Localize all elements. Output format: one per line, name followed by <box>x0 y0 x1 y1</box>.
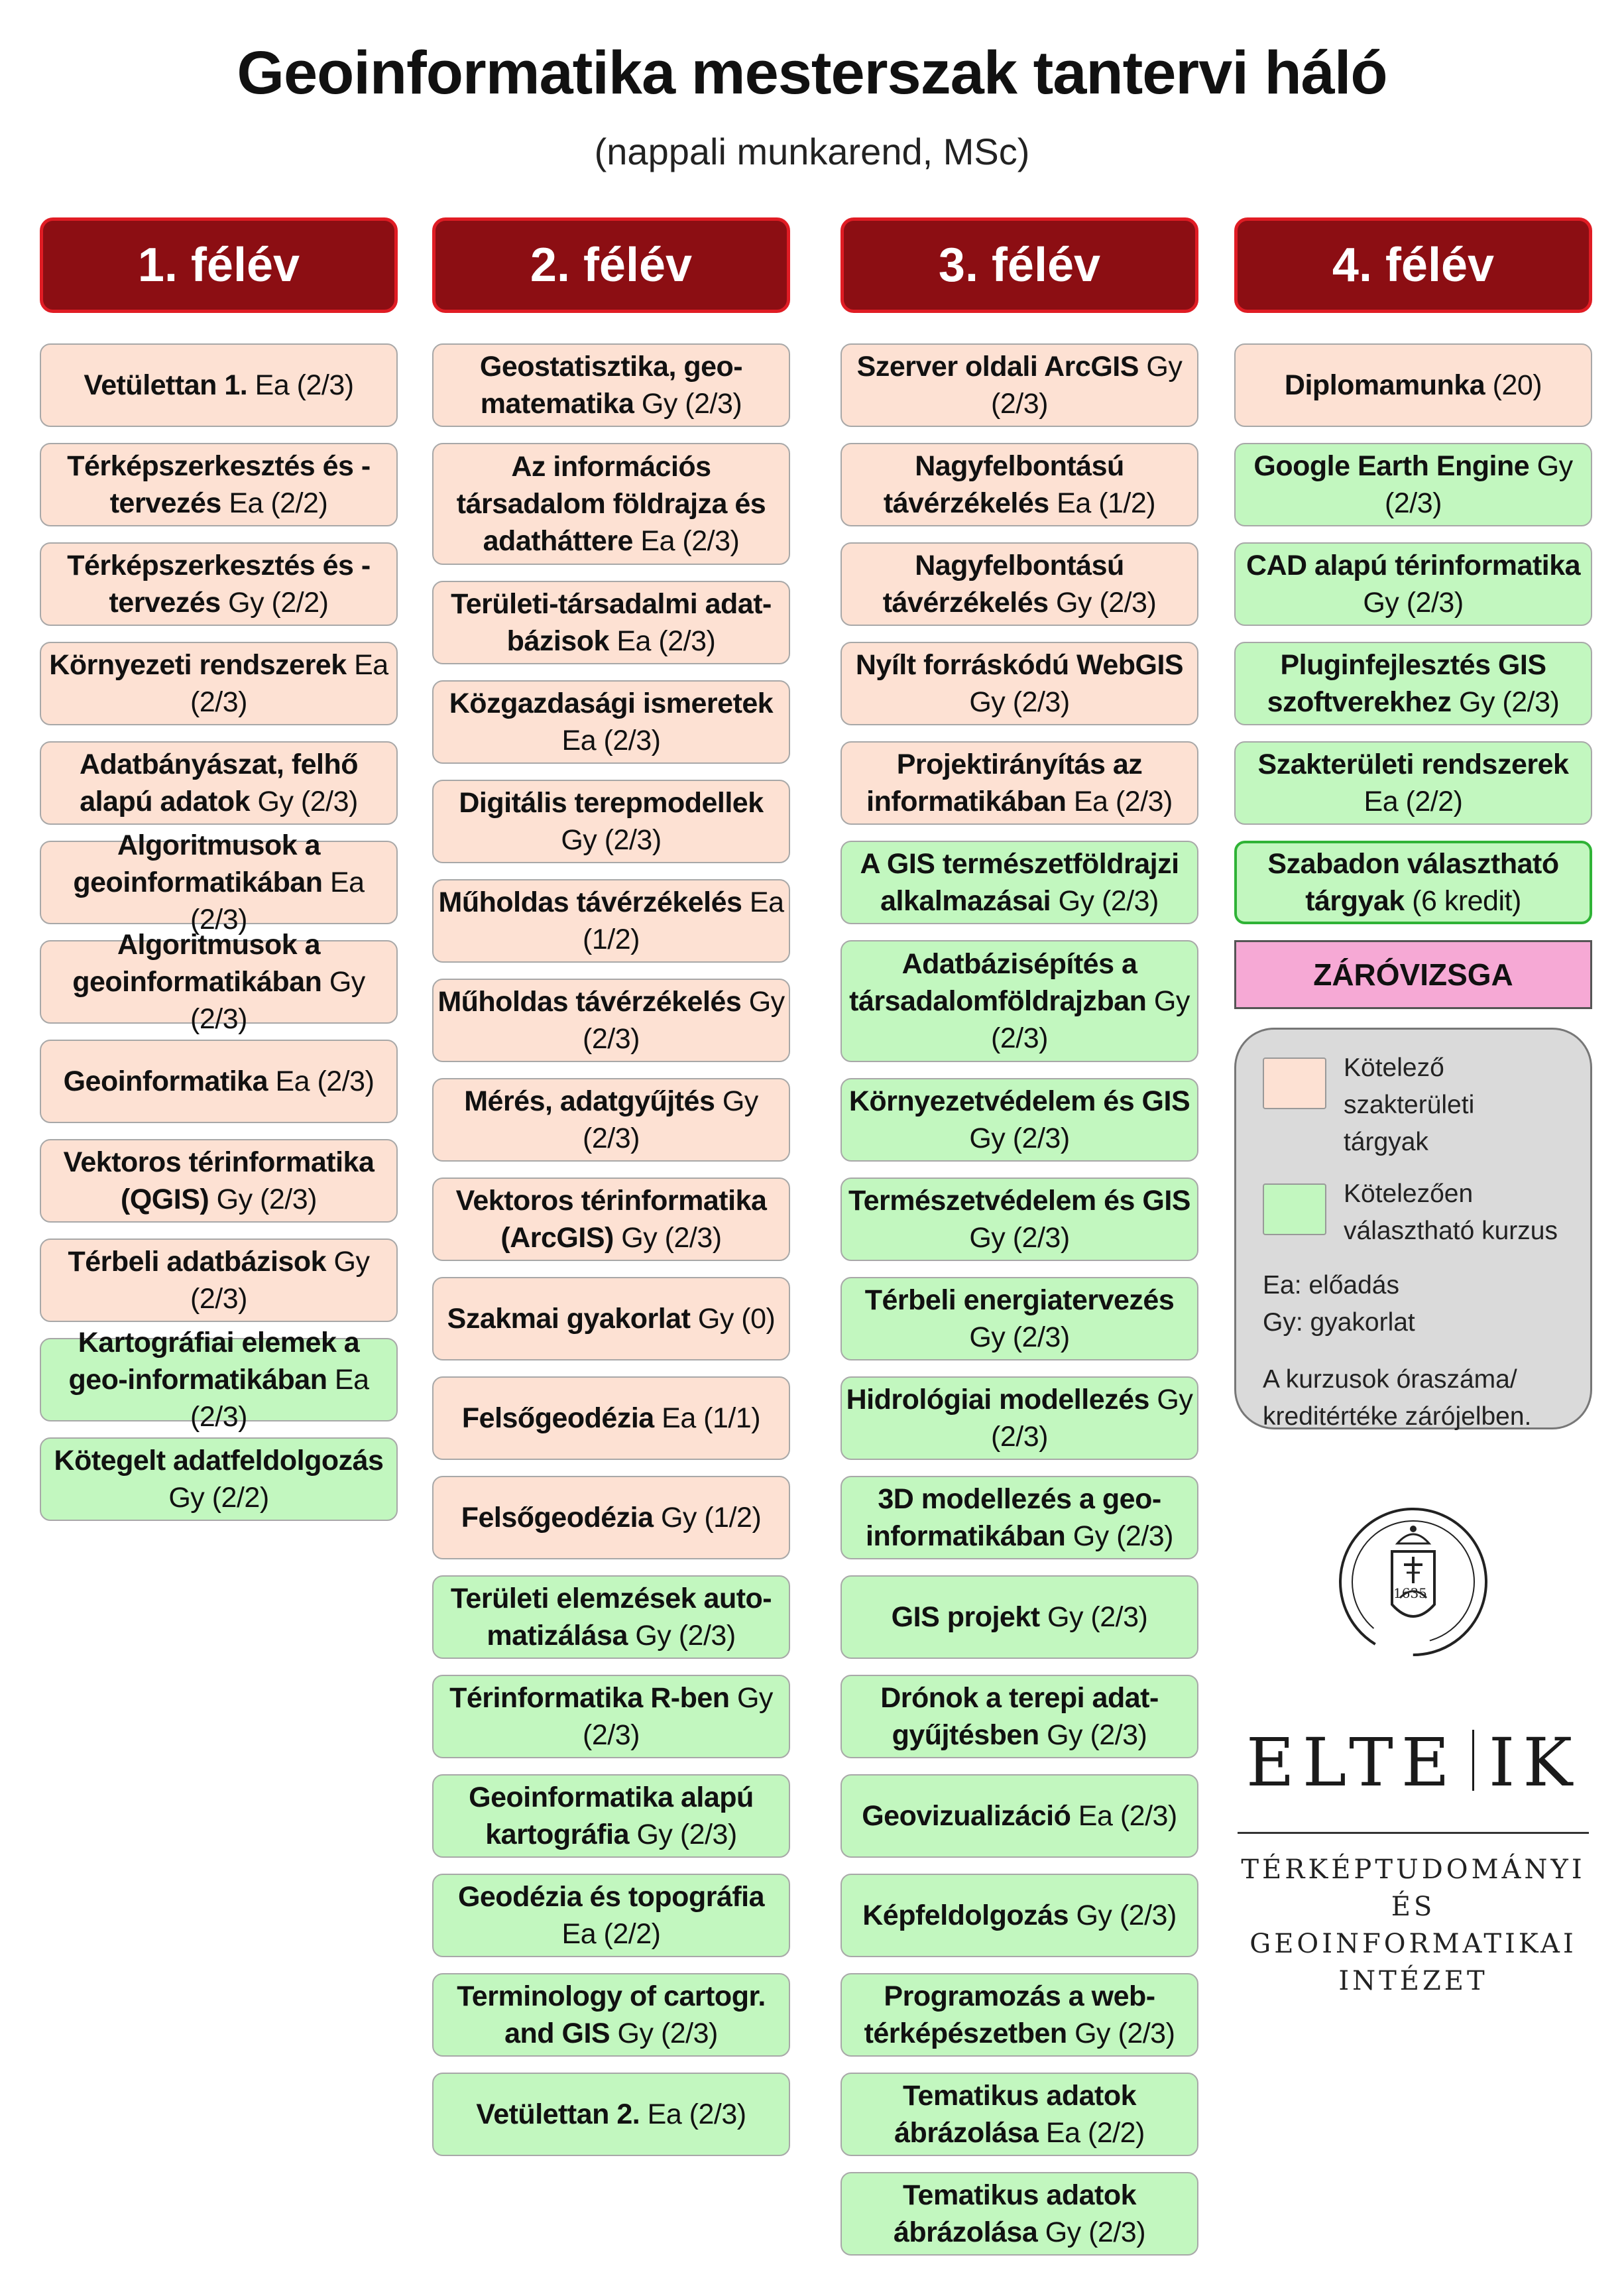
course-name: Természetvédelem és GIS <box>848 1185 1190 1217</box>
course-card <box>432 1476 790 1559</box>
course-detail: Gy (2/3) <box>621 1222 722 1254</box>
course-detail: Ea (2/3) <box>616 625 716 657</box>
course-card <box>432 1078 790 1162</box>
course-card <box>40 1327 398 1433</box>
course-card <box>841 741 1198 825</box>
course-name: Képfeldolgozás <box>862 1900 1069 1931</box>
course-detail: Ea (2/3) <box>190 649 388 718</box>
course-text <box>437 983 785 1057</box>
course-detail: Gy (2/3) <box>257 786 358 817</box>
course-card <box>40 343 398 427</box>
course-detail: Gy (2/3) <box>1047 1719 1147 1751</box>
university-seal-icon <box>1336 1505 1490 1659</box>
course-text <box>45 1144 392 1218</box>
course-text <box>476 2096 746 2133</box>
course-name: Nyílt forráskódú WebGIS <box>855 649 1184 681</box>
course-text <box>45 1442 392 1516</box>
brand-right: IK <box>1488 1724 1581 1801</box>
course-name: Környezetvédelem és GIS <box>848 1085 1190 1117</box>
course-detail: Gy (2/3) <box>190 966 365 1035</box>
course-name: Nagyfelbontású távérzékelés <box>883 450 1124 519</box>
course-detail: Gy (2/3) <box>190 1246 370 1315</box>
course-list <box>841 343 1198 2256</box>
course-card <box>432 979 790 1062</box>
course-card <box>841 2073 1198 2156</box>
course-name: Kötegelt adatfeldolgozás <box>54 1445 384 1477</box>
course-name: Geoinformatika alapú kartográfia <box>469 1781 754 1850</box>
semester-column-2 <box>432 217 790 2172</box>
institute-name-line-1: TÉRKÉPTUDOMÁNYI ÉS <box>1241 1854 1586 1922</box>
course-text <box>846 547 1193 621</box>
course-name: Google Earth Engine <box>1253 450 1530 482</box>
semester-column-1 <box>40 217 398 1537</box>
legend-row-elective <box>1263 1176 1564 1250</box>
course-text <box>846 945 1193 1057</box>
course-card <box>841 443 1198 526</box>
institution-logo-area <box>1234 1505 1592 2000</box>
course-detail: Ea (2/2) <box>1363 786 1463 817</box>
course-name: Geovizualizáció <box>862 1800 1071 1832</box>
course-text <box>437 685 785 759</box>
course-card <box>1234 841 1592 924</box>
course-card <box>40 1437 398 1521</box>
course-detail: Gy (2/3) <box>641 388 742 420</box>
course-detail: Ea (2/3) <box>190 867 365 936</box>
course-text <box>45 646 392 721</box>
course-text <box>45 1243 392 1317</box>
page-title: Geoinformatika mesterszak tantervi háló <box>237 39 1387 107</box>
course-name: Vektoros térinformatika (ArcGIS) <box>455 1185 767 1254</box>
course-card <box>841 940 1198 1062</box>
course-name: Az információs társadalom földrajza és adatháttere <box>456 451 766 557</box>
course-card <box>432 581 790 664</box>
course-text <box>862 1897 1177 1934</box>
course-name: Adatbányászat, felhő alapú adatok <box>79 749 359 817</box>
legend-abbreviations <box>1263 1267 1564 1341</box>
course-text <box>84 367 353 404</box>
course-detail: Ea (2/3) <box>255 369 354 401</box>
course-detail: Ea (1/2) <box>1057 487 1156 519</box>
course-text <box>437 1779 785 1853</box>
course-text <box>437 348 785 422</box>
course-list <box>432 343 790 2156</box>
course-card <box>432 2073 790 2156</box>
institute-name-line-2: GEOINFORMATIKAI <box>1249 1929 1577 1959</box>
course-text <box>437 448 785 560</box>
course-card <box>841 2172 1198 2256</box>
course-text <box>461 1499 762 1536</box>
course-card <box>841 1277 1198 1360</box>
brand-left: ELTE <box>1246 1724 1458 1801</box>
course-detail: Ea (2/2) <box>229 487 328 519</box>
course-text <box>846 348 1193 422</box>
course-text <box>437 1182 785 1256</box>
course-text <box>1285 367 1542 404</box>
course-text <box>45 827 392 938</box>
course-card <box>841 642 1198 725</box>
course-card <box>40 829 398 936</box>
course-detail: Gy (2/3) <box>969 686 1070 718</box>
course-card <box>1234 343 1592 427</box>
course-card <box>432 780 790 863</box>
course-card <box>841 542 1198 626</box>
legend-row-mandatory <box>1263 1050 1564 1161</box>
course-name: CAD alapú térinformatika <box>1246 550 1581 581</box>
course-detail: Gy (2/3) <box>1076 1900 1177 1931</box>
course-text <box>45 547 392 621</box>
course-card <box>432 879 790 963</box>
course-name: Algoritmusok a geoinformatikában <box>72 929 322 998</box>
course-card <box>432 1774 790 1858</box>
mandatory-swatch <box>1263 1057 1326 1109</box>
course-text <box>437 1083 785 1157</box>
course-text <box>437 1878 785 1953</box>
course-card <box>432 1973 790 2057</box>
course-text <box>437 784 785 859</box>
course-text <box>437 884 785 958</box>
course-card <box>841 1973 1198 2057</box>
course-detail: Ea (2/3) <box>1078 1800 1177 1832</box>
course-text <box>846 1480 1193 1555</box>
course-card <box>1234 443 1592 526</box>
course-card <box>40 1040 398 1123</box>
course-name: Terminology of cartogr. and GIS <box>457 1980 766 2049</box>
course-name: Vetülettan 2. <box>476 2098 640 2130</box>
semester-column-3 <box>841 217 1198 2271</box>
course-name: Geostatisztika, geo-matematika <box>479 351 743 420</box>
course-name: Programozás a web-térképészetben <box>864 1980 1155 2049</box>
course-detail: Gy (2/2) <box>168 1482 269 1514</box>
course-text <box>1240 547 1587 621</box>
course-text <box>892 1599 1148 1636</box>
course-name: Tematikus adatok ábrázolása <box>893 2179 1137 2248</box>
course-detail: Gy (2/3) <box>1047 1601 1148 1633</box>
course-card <box>40 741 398 825</box>
course-text <box>437 1580 785 1654</box>
course-text <box>1240 746 1587 820</box>
course-text <box>437 585 785 660</box>
semester-header: 2. félév <box>432 217 790 313</box>
course-text <box>846 746 1193 820</box>
course-detail: Gy (1/2) <box>660 1502 762 1534</box>
course-text <box>437 1978 785 2052</box>
course-detail: Ea (2/3) <box>190 1364 369 1433</box>
course-detail: Ea (2/3) <box>647 2098 746 2130</box>
course-text <box>846 2077 1193 2151</box>
course-name: Tematikus adatok ábrázolása <box>894 2080 1137 2149</box>
course-card <box>40 443 398 526</box>
course-card <box>1234 642 1592 725</box>
course-text <box>846 448 1193 522</box>
course-text <box>45 1324 392 1435</box>
course-text <box>45 448 392 522</box>
course-detail: Gy (2/3) <box>969 1122 1070 1154</box>
course-card <box>841 1675 1198 1758</box>
course-text <box>447 1300 776 1337</box>
final-exam-box: ZÁRÓVIZSGA <box>1234 940 1592 1009</box>
brand-separator <box>1472 1730 1474 1791</box>
course-card <box>432 343 790 427</box>
course-detail: Gy (2/3) <box>583 1085 758 1154</box>
course-detail: Gy (2/3) <box>583 986 785 1055</box>
course-card <box>841 1575 1198 1659</box>
course-name: Projektirányítás az informatikában <box>866 749 1143 817</box>
course-text <box>846 646 1193 721</box>
course-name: Térképszerkesztés és -tervezés <box>67 550 371 619</box>
course-detail: Ea (2/3) <box>640 525 740 557</box>
course-name: Geoinformatika <box>63 1065 268 1097</box>
course-detail: (6 kredit) <box>1412 885 1521 917</box>
institute-name <box>1234 1851 1592 2000</box>
course-card <box>841 1078 1198 1162</box>
course-card <box>432 1675 790 1758</box>
course-name: 3D modellezés a geo-informatikában <box>866 1483 1161 1552</box>
course-card <box>40 1139 398 1223</box>
course-text <box>862 1797 1177 1835</box>
course-detail: Ea (2/3) <box>275 1065 375 1097</box>
course-name: Adatbázisépítés a társadalomföldrajzban <box>849 948 1147 1017</box>
page-subtitle: (nappali munkarend, MSc) <box>594 131 1030 172</box>
course-detail: Gy (2/3) <box>969 1222 1070 1254</box>
course-text <box>1241 845 1586 920</box>
course-text <box>462 1400 760 1437</box>
course-detail: Gy (2/3) <box>1459 686 1560 718</box>
course-name: Térbeli adatbázisok <box>68 1246 327 1278</box>
course-text <box>64 1063 375 1100</box>
course-detail: Gy (2/3) <box>1058 885 1159 917</box>
course-card <box>432 443 790 565</box>
course-detail: Gy (2/2) <box>228 587 329 619</box>
course-name: Műholdas távérzékelés <box>438 886 742 918</box>
course-detail: Ea (2/3) <box>561 725 661 756</box>
course-name: Algoritmusok a geoinformatikában <box>73 829 323 898</box>
course-text <box>45 746 392 820</box>
course-name: Hidrológiai modellezés <box>846 1384 1149 1416</box>
course-detail: Gy (2/3) <box>635 1620 736 1652</box>
course-card <box>841 1476 1198 1559</box>
course-card <box>841 343 1198 427</box>
course-detail: Gy (2/3) <box>1074 2018 1175 2049</box>
legend-elective-label: Kötelezően választható kurzus <box>1344 1179 1558 1245</box>
course-name: Szerver oldali ArcGIS <box>856 351 1139 383</box>
course-detail: Gy (2/3) <box>216 1183 317 1215</box>
elective-swatch <box>1263 1183 1326 1235</box>
legend-mandatory-label: Kötelező szakterületi tárgyak <box>1344 1054 1475 1156</box>
semester-column-4 <box>1234 217 1592 1429</box>
course-text <box>1240 448 1587 522</box>
course-name: Szakterületi rendszerek <box>1257 749 1569 780</box>
course-detail: Gy (2/3) <box>636 1819 737 1850</box>
course-text <box>846 1083 1193 1157</box>
course-name: A GIS természetföldrajzi alkalmazásai <box>860 848 1179 917</box>
course-detail: Ea (2/3) <box>1073 786 1173 817</box>
course-detail: Gy (0) <box>697 1303 776 1335</box>
seal-year: 1635 <box>1393 1585 1427 1601</box>
course-card <box>841 1177 1198 1261</box>
course-detail: Ea (2/2) <box>561 1918 661 1950</box>
course-detail: Gy (2/3) <box>991 1384 1193 1453</box>
logo-divider <box>1238 1832 1589 1834</box>
course-card <box>432 1177 790 1261</box>
course-card <box>432 1575 790 1659</box>
course-detail: Gy (2/3) <box>561 824 662 856</box>
legend-abbr-ea: Ea: előadás <box>1263 1271 1399 1299</box>
course-detail: Ea (2/2) <box>1045 2117 1145 2149</box>
course-name: Területi elemzések auto-matizálása <box>450 1583 772 1652</box>
course-card <box>841 1874 1198 1957</box>
course-text <box>846 845 1193 920</box>
course-name: GIS projekt <box>891 1601 1040 1633</box>
course-card <box>40 1238 398 1322</box>
course-detail: Gy (2/3) <box>991 985 1190 1054</box>
course-name: Szakmai gyakorlat <box>447 1303 691 1335</box>
course-detail: (20) <box>1492 369 1542 401</box>
course-card <box>432 1376 790 1460</box>
semester-header: 3. félév <box>841 217 1198 313</box>
course-name: Nagyfelbontású távérzékelés <box>882 550 1124 619</box>
course-text <box>846 2177 1193 2251</box>
course-detail: Gy (2/3) <box>991 351 1183 420</box>
course-detail: Gy (2/3) <box>1055 587 1157 619</box>
course-card <box>40 929 398 1035</box>
course-name: Térképszerkesztés és -tervezés <box>67 450 371 519</box>
course-name: Vetülettan 1. <box>84 369 248 401</box>
course-name: Digitális terepmodellek <box>459 787 764 819</box>
course-card <box>841 1774 1198 1858</box>
course-card <box>432 1277 790 1360</box>
course-name: Műholdas távérzékelés <box>437 986 742 1018</box>
legend-box <box>1234 1028 1592 1429</box>
course-card <box>841 841 1198 924</box>
course-card <box>1234 741 1592 825</box>
course-card <box>841 1376 1198 1460</box>
course-name: Térinformatika R-ben <box>449 1682 730 1714</box>
course-name: Térbeli energiatervezés <box>864 1284 1175 1316</box>
course-detail: Gy (2/3) <box>969 1321 1070 1353</box>
course-detail: Gy (2/3) <box>1073 1520 1173 1552</box>
course-name: Pluginfejlesztés GIS szoftverekhez <box>1267 649 1546 718</box>
elte-ik-wordmark <box>1234 1724 1592 1801</box>
course-card <box>40 642 398 725</box>
course-list <box>1234 343 1592 924</box>
course-name: Szabadon választható tárgyak <box>1267 848 1559 917</box>
course-name: Drónok a terepi adat-gyűjtésben <box>880 1682 1159 1751</box>
course-list <box>40 343 398 1521</box>
course-detail: Gy (2/3) <box>583 1682 773 1751</box>
course-detail: Gy (2/3) <box>617 2018 718 2049</box>
course-name: Felsőgeodézia <box>461 1502 654 1534</box>
course-card <box>40 542 398 626</box>
course-name: Területi-társadalmi adat-bázisok <box>451 588 772 657</box>
course-detail: Ea (1/1) <box>662 1402 761 1434</box>
course-name: Geodézia és topográfia <box>457 1881 765 1913</box>
course-text <box>437 1679 785 1754</box>
course-text <box>846 1381 1193 1455</box>
course-text <box>45 926 392 1038</box>
course-detail: Gy (2/3) <box>1385 450 1573 519</box>
course-detail: Gy (2/3) <box>1363 587 1464 619</box>
course-name: Vektoros térinformatika (QGIS) <box>63 1146 375 1215</box>
course-text <box>846 1182 1193 1256</box>
course-card <box>432 680 790 764</box>
course-text <box>846 1679 1193 1754</box>
course-text <box>1240 646 1587 721</box>
course-text <box>846 1282 1193 1356</box>
course-card <box>432 1874 790 1957</box>
institute-name-line-3: INTÉZET <box>1338 1966 1488 1996</box>
legend-note: A kurzusok óraszáma/ kreditértéke zárójelben. <box>1263 1365 1532 1431</box>
course-name: Mérés, adatgyűjtés <box>464 1085 715 1117</box>
course-text <box>846 1978 1193 2052</box>
course-name: Közgazdasági ismeretek <box>449 688 774 719</box>
legend-abbr-gy: Gy: gyakorlat <box>1263 1308 1415 1337</box>
course-detail: Gy (2/3) <box>1045 2216 1146 2248</box>
course-card <box>1234 542 1592 626</box>
semester-header: 1. félév <box>40 217 398 313</box>
course-name: Kartográfiai elemek a geo-informatikában <box>68 1327 360 1396</box>
course-name: Felsőgeodézia <box>461 1402 654 1434</box>
semester-header: 4. félév <box>1234 217 1592 313</box>
course-name: Környezeti rendszerek <box>49 649 347 681</box>
course-name: Diplomamunka <box>1284 369 1485 401</box>
course-detail: Ea (1/2) <box>583 886 784 955</box>
